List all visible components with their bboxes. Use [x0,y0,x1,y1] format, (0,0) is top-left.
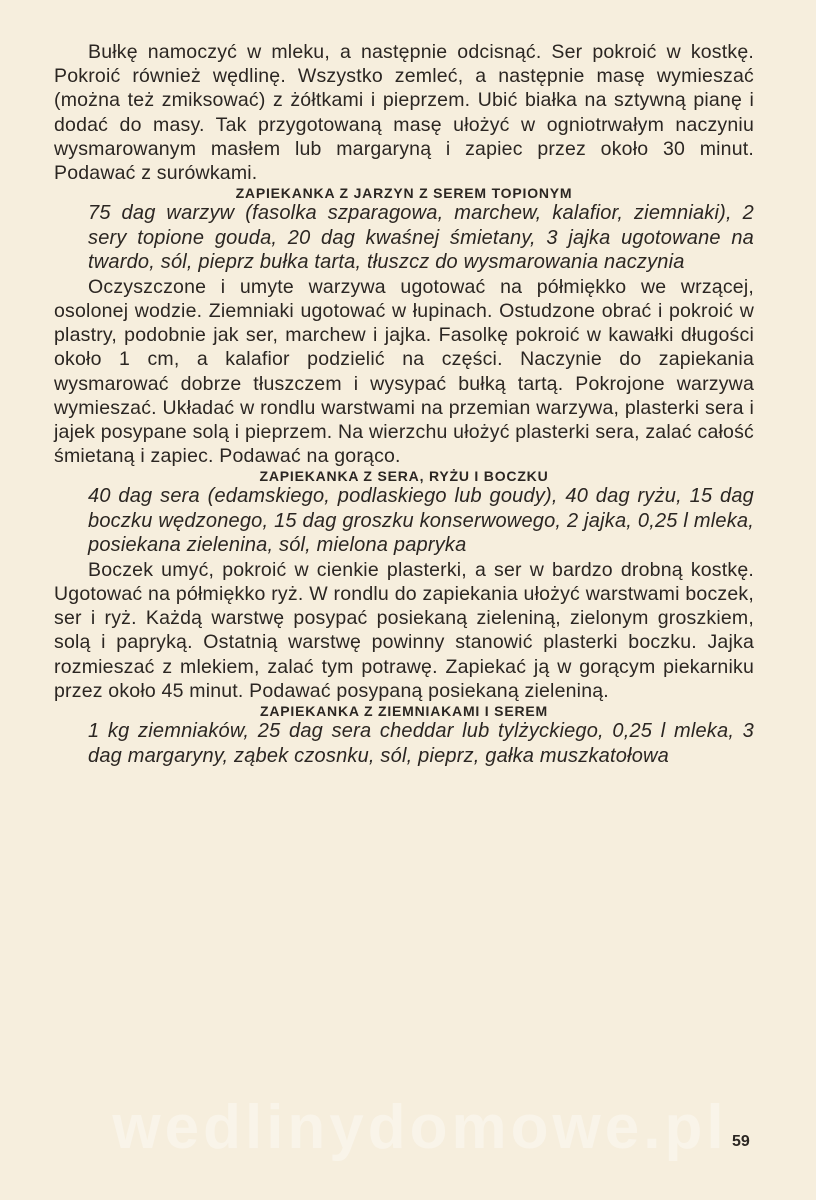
recipe-title-1: ZAPIEKANKA Z JARZYN Z SEREM TOPIONYM [235,185,573,202]
watermark: wedlinydomowe.pl [112,1093,728,1162]
intro-paragraph: Bułkę namoczyć w mleku, a następnie odcisnąć. Ser pokroić w kostkę. Pokroić również wędlinę. Wszystko zemleć, a następnie masę wymieszać (można też zmiksować) z żółtkami i pieprzem. Ubić białka na sztywną pianę i dodać do masy. Tak przygotowaną masę ułożyć w ogniotrwałym naczyniu wysmarowanym masłem lub margaryną i zapiec przez około 30 minut. Podawać z surówkami. [54,41,754,185]
recipe-ingredients-3: 1 kg ziemniaków, 25 dag sera cheddar lub tylżyckiego, 0,25 l mleka, 3 dag margaryny, ząbek czosnku, sól, pieprz, gałka muszkatołowa [88,720,754,767]
page-content [54,40,754,768]
recipe-instructions-2: Boczek umyć, pokroić w cienkie plasterki, a ser w bardzo drobną kostkę. Ugotować na półmiękko ryż. W rondlu do zapiekania ułożyć warstwami boczek, ser i ryż. Każdą warstwę posypać posiekaną zieleniną, zielonym groszkiem, solą i papryką. Ostatnią warstwę powinny stanowić plasterki boczku. Jajka rozmieszać z mlekiem, zalać tym potrawę. Zapiekać ją w gorącym piekarniku przez około 45 minut. Podawać posypaną posiekaną zieleniną. [54,558,754,702]
page-number: 59 [732,1133,750,1150]
recipe-title-2: ZAPIEKANKA Z SERA, RYŻU I BOCZKU [259,468,549,485]
recipe-title-3: ZAPIEKANKA Z ZIEMNIAKAMI I SEREM [260,703,548,720]
recipe-ingredients-2: 40 dag sera (edamskiego, podlaskiego lub goudy), 40 dag ryżu, 15 dag boczku wędzonego, 15 dag groszku konserwowego, 2 jajka, 0,25 l mleka, posiekana zielenina, sól, mielona papryka [88,485,754,557]
recipe-instructions-1: Oczyszczone i umyte warzywa ugotować na półmiękko we wrzącej, osolonej wodzie. Ziemniaki ugotować w łupinach. Ostudzone obrać i pokroić w plastry, podobnie jak ser, marchew i jajka. Fasolkę pokroić w kawałki długości około 1 cm, a kalafior podzielić na części. Naczynie do zapiekania wysmarować dobrze tłuszczem i wysypać bułką tartą. Pokrojone warzywa wymieszać. Układać w rondlu warstwami na przemian warzywa, plasterki sera i jajek posypane solą i pieprzem. Na wierzchu ułożyć plasterki sera, zalać całość śmietaną i zapiec. Podawać na gorąco. [54,275,754,468]
recipe-ingredients-1: 75 dag warzyw (fasolka szparagowa, marchew, kalafior, ziemniaki), 2 sery topione gouda, 20 dag kwaśnej śmietany, 3 jajka ugotowane na twardo, sól, pieprz bułka tarta, tłuszcz do wysmarowania naczynia [88,202,754,274]
